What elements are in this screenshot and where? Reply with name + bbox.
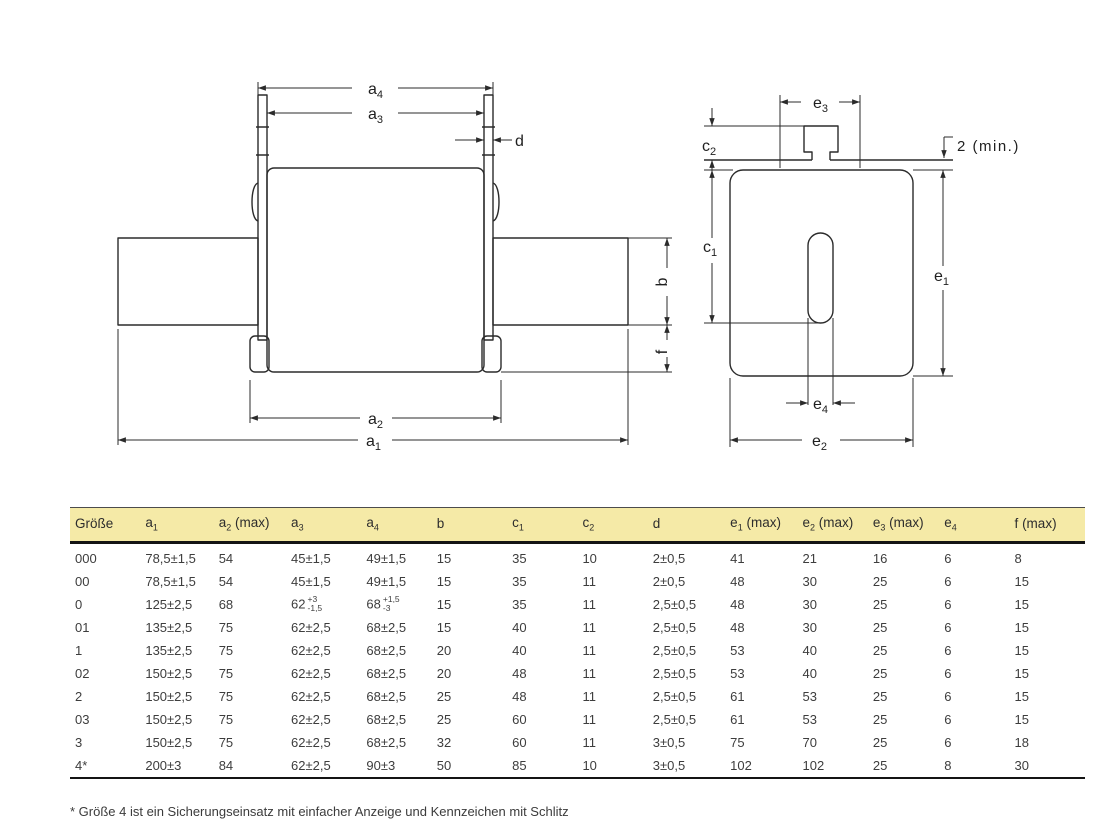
table-cell: 2,5±0,5	[652, 597, 697, 612]
table-cell: 2±0,5	[652, 551, 686, 566]
table-cell: 18	[1014, 735, 1030, 750]
table-cell: 15	[436, 574, 452, 589]
table-cell: 25	[872, 735, 888, 750]
column-header: $e_2$ (max)	[798, 508, 868, 543]
table-row	[70, 639, 1085, 662]
table-row	[70, 754, 1085, 778]
table-cell: 68±2,5	[366, 620, 407, 635]
table-cell: 6	[944, 597, 952, 612]
column-header: f (max)	[1010, 508, 1085, 543]
table-cell: 1	[75, 643, 83, 658]
table-cell: 15	[1014, 620, 1030, 635]
dim-label-a3: $a_3$	[368, 106, 384, 126]
column-header: $e_3$ (max)	[868, 508, 939, 543]
dim-label-f: f	[654, 349, 671, 355]
table-cell: 84	[218, 758, 234, 773]
table-row	[70, 708, 1085, 731]
table-cell: 8	[944, 758, 952, 773]
dim-label-a2: $a_2$	[368, 411, 384, 431]
dimension-e3	[780, 95, 860, 115]
fuse-body-side	[730, 170, 913, 376]
blade-right	[484, 95, 493, 340]
table-row	[70, 616, 1085, 639]
table-cell: 6	[944, 666, 952, 681]
foot-left	[250, 336, 269, 372]
table-cell: 6	[944, 574, 952, 589]
column-header: $c_2$	[577, 508, 647, 543]
column-header: $e_1$ (max)	[725, 508, 797, 543]
table-cell: 53	[802, 712, 817, 727]
side-view	[702, 95, 1020, 453]
blade-ticks	[256, 127, 495, 155]
table-cell: 03	[75, 712, 90, 727]
column-header: $c_1$	[507, 508, 577, 543]
table-cell: 68±2,5	[366, 666, 407, 681]
table-cell: 53	[730, 643, 745, 658]
table-cell: 25	[872, 597, 888, 612]
table-cell: 62±2,5	[291, 666, 331, 681]
table-cell: 48	[512, 666, 527, 681]
dim-label-c1: $c_1$	[703, 239, 718, 259]
table-cell: 53	[730, 666, 745, 681]
tolerance-stack: +1,5 -3	[382, 593, 400, 613]
table-cell: 135±2,5	[145, 643, 193, 658]
dimension-a1	[118, 433, 628, 453]
table-cell: 41	[730, 551, 745, 566]
table-cell: 60	[512, 735, 527, 750]
table-cell: 85	[512, 758, 527, 773]
dimension-f	[654, 325, 671, 372]
table-row	[70, 662, 1085, 685]
table-cell: 11	[582, 666, 596, 681]
table-cell: 6	[944, 712, 952, 727]
table-cell: 11	[582, 735, 596, 750]
table-cell: 61	[730, 712, 745, 727]
front-view	[118, 81, 672, 453]
table-cell: 54	[218, 574, 234, 589]
table-cell: 75	[730, 735, 745, 750]
column-header: b	[432, 508, 507, 543]
table-cell: 11	[582, 574, 596, 589]
table-cell: 15	[1014, 574, 1030, 589]
table-cell: 40	[802, 666, 817, 681]
table-cell: 35	[512, 597, 527, 612]
table-cell: 01	[75, 620, 90, 635]
table-cell: 70	[802, 735, 817, 750]
table-cell: 150±2,5	[145, 689, 193, 704]
table-cell: 8	[1014, 551, 1022, 566]
table-cell: 4*	[75, 758, 88, 773]
table-cell: 10	[582, 758, 597, 773]
table-cell: 78,5±1,5	[145, 574, 196, 589]
table-cell: 11	[582, 689, 596, 704]
dimension-d	[455, 133, 524, 150]
table-row	[70, 543, 1085, 571]
table-cell: 2,5±0,5	[652, 712, 697, 727]
clip-left	[252, 183, 258, 221]
table-cell: 2,5±0,5	[652, 689, 697, 704]
table-cell: 30	[802, 597, 817, 612]
column-header: $a_1$	[140, 508, 213, 543]
table-cell: 62±2,5	[291, 643, 331, 658]
dim-label-b: b	[654, 277, 671, 287]
table-cell: 11	[582, 597, 596, 612]
table-cell: 2	[75, 689, 83, 704]
fuse-body-front	[267, 168, 484, 372]
clip-right	[493, 183, 499, 221]
column-header: $a_4$	[361, 508, 431, 543]
table-cell: 15	[1014, 712, 1030, 727]
table-cell: 60	[512, 712, 527, 727]
table-cell: 45±1,5	[291, 574, 331, 589]
blade-left	[258, 95, 267, 340]
table-cell: 20	[436, 666, 452, 681]
dim-label-e4: $e_4$	[813, 396, 829, 416]
table-cell: 62±2,5	[291, 689, 331, 704]
table-cell: 15	[436, 620, 452, 635]
footnote: * Größe 4 ist ein Sicherungseinsatz mit einfacher Anzeige und Kennzeichen mit Schlitz	[70, 804, 569, 819]
table-cell: 75	[218, 666, 234, 681]
table-cell: 62±2,5	[291, 712, 331, 727]
table-cell: 49±1,5	[366, 574, 407, 589]
table-cell: 15	[436, 551, 452, 566]
table-cell: 48	[512, 689, 527, 704]
table-cell: 16	[872, 551, 888, 566]
table-cell: 68 +1,5 -3	[366, 593, 400, 613]
table-cell: 48	[730, 597, 745, 612]
dim-label-e1: $e_1$	[934, 268, 950, 288]
table-cell: 2,5±0,5	[652, 666, 697, 681]
ext-b-f	[501, 238, 672, 372]
table-cell: 62±2,5	[291, 735, 331, 750]
table-cell: 6	[944, 735, 952, 750]
dim-label-2min: 2 (min.)	[957, 138, 1020, 155]
flag-right	[493, 238, 628, 325]
table-cell: 68±2,5	[366, 689, 407, 704]
table-cell: 11	[582, 643, 596, 658]
dimension-a2	[250, 411, 501, 431]
column-header: d	[648, 508, 725, 543]
table-cell: 30	[802, 620, 817, 635]
table-cell: 45±1,5	[291, 551, 331, 566]
dimension-2min	[944, 137, 1020, 158]
column-header: $e_4$	[939, 508, 1009, 543]
table-cell: 150±2,5	[145, 666, 193, 681]
table-row	[70, 593, 1085, 616]
table-cell: 61	[730, 689, 745, 704]
table-cell: 90±3	[366, 758, 396, 773]
table-cell: 15	[436, 597, 452, 612]
table-cell: 25	[436, 712, 452, 727]
table-header	[70, 508, 1085, 543]
table-cell: 10	[582, 551, 597, 566]
table-cell: 78,5±1,5	[145, 551, 196, 566]
dimension-table	[70, 507, 1085, 779]
table-cell: 25	[872, 574, 888, 589]
column-header: $a_3$	[286, 508, 361, 543]
table-cell: 75	[218, 620, 234, 635]
table-cell: 35	[512, 574, 527, 589]
table-cell: 62±2,5	[291, 758, 331, 773]
table-cell: 135±2,5	[145, 620, 193, 635]
table-cell: 25	[872, 689, 888, 704]
table-cell: 2,5±0,5	[652, 643, 697, 658]
table-cell: 6	[944, 620, 952, 635]
table-cell: 02	[75, 666, 90, 681]
table-body	[70, 543, 1085, 779]
indicator-slot	[808, 233, 833, 323]
table-cell: 15	[1014, 666, 1030, 681]
table-cell: 30	[802, 574, 817, 589]
table-cell: 3±0,5	[652, 735, 686, 750]
table-cell: 102	[802, 758, 825, 773]
table-cell: 30	[1014, 758, 1030, 773]
dim-label-e3: $e_3$	[813, 95, 829, 115]
table-row	[70, 731, 1085, 754]
table-cell: 2,5±0,5	[652, 620, 697, 635]
table-cell: 68±2,5	[366, 643, 407, 658]
dim-label-c2: $c_2$	[702, 138, 717, 158]
dimension-e1	[934, 170, 949, 376]
table-cell: 2±0,5	[652, 574, 686, 589]
table-cell: 25	[872, 620, 888, 635]
table-cell: 11	[582, 712, 596, 727]
table-cell: 15	[1014, 597, 1030, 612]
table-cell: 25	[872, 712, 888, 727]
dimension-e2	[730, 433, 913, 453]
table-cell: 25	[872, 666, 888, 681]
dimension-a3	[267, 106, 484, 126]
table-cell: 000	[75, 551, 97, 566]
dim-label-a1: $a_1$	[366, 433, 382, 453]
column-header: Größe	[70, 508, 140, 543]
table-cell: 3±0,5	[652, 758, 686, 773]
table-cell: 68±2,5	[366, 735, 407, 750]
dimension-a4	[258, 81, 493, 101]
table-cell: 6	[944, 643, 952, 658]
table-cell: 20	[436, 643, 452, 658]
table-cell: 75	[218, 643, 234, 658]
table-cell: 25	[872, 758, 888, 773]
table-cell: 40	[802, 643, 817, 658]
table-cell: 6	[944, 689, 952, 704]
dim-label-e2: $e_2$	[812, 433, 828, 453]
table-cell: 125±2,5	[145, 597, 193, 612]
table-cell: 200±3	[145, 758, 182, 773]
table-cell: 68±2,5	[366, 712, 407, 727]
dimension-c2	[702, 108, 716, 182]
table-cell: 48	[730, 620, 745, 635]
table-cell: 11	[582, 620, 596, 635]
table-cell: 49±1,5	[366, 551, 407, 566]
table-cell: 75	[218, 712, 234, 727]
flag-left	[118, 238, 258, 325]
table-cell: 25	[436, 689, 452, 704]
column-header: $a_2$ (max)	[214, 508, 286, 543]
table-cell: 00	[75, 574, 90, 589]
dimension-c1	[703, 170, 717, 323]
table-row	[70, 685, 1085, 708]
table-cell: 32	[436, 735, 452, 750]
table-cell: 15	[1014, 689, 1030, 704]
table-cell: 21	[802, 551, 817, 566]
table-cell: 68	[218, 597, 234, 612]
ext-body-edges	[704, 170, 953, 376]
table-cell: 35	[512, 551, 527, 566]
tolerance-stack: +3 -1,5	[307, 593, 323, 613]
table-cell: 62±2,5	[291, 620, 331, 635]
table-cell: 62 +3 -1,5	[291, 593, 323, 613]
ext-e4	[808, 318, 833, 405]
table-cell: 0	[75, 597, 83, 612]
table-cell: 150±2,5	[145, 735, 193, 750]
dimension-e4	[786, 396, 855, 416]
table-cell: 48	[730, 574, 745, 589]
dim-label-a4: $a_4$	[368, 81, 384, 101]
table-cell: 75	[218, 735, 234, 750]
table-cell: 75	[218, 689, 234, 704]
table-cell: 15	[1014, 643, 1030, 658]
dimension-b	[654, 238, 671, 325]
table-cell: 25	[872, 643, 888, 658]
table-cell: 40	[512, 643, 527, 658]
dim-label-d: d	[515, 133, 524, 150]
table-cell: 6	[944, 551, 952, 566]
foot-right	[482, 336, 501, 372]
table-cell: 50	[436, 758, 452, 773]
table-cell: 53	[802, 689, 817, 704]
table-cell: 54	[218, 551, 234, 566]
table-row	[70, 570, 1085, 593]
table-cell: 3	[75, 735, 83, 750]
table-cell: 40	[512, 620, 527, 635]
table-cell: 102	[730, 758, 752, 773]
table-cell: 150±2,5	[145, 712, 193, 727]
grip-lug	[804, 126, 838, 160]
